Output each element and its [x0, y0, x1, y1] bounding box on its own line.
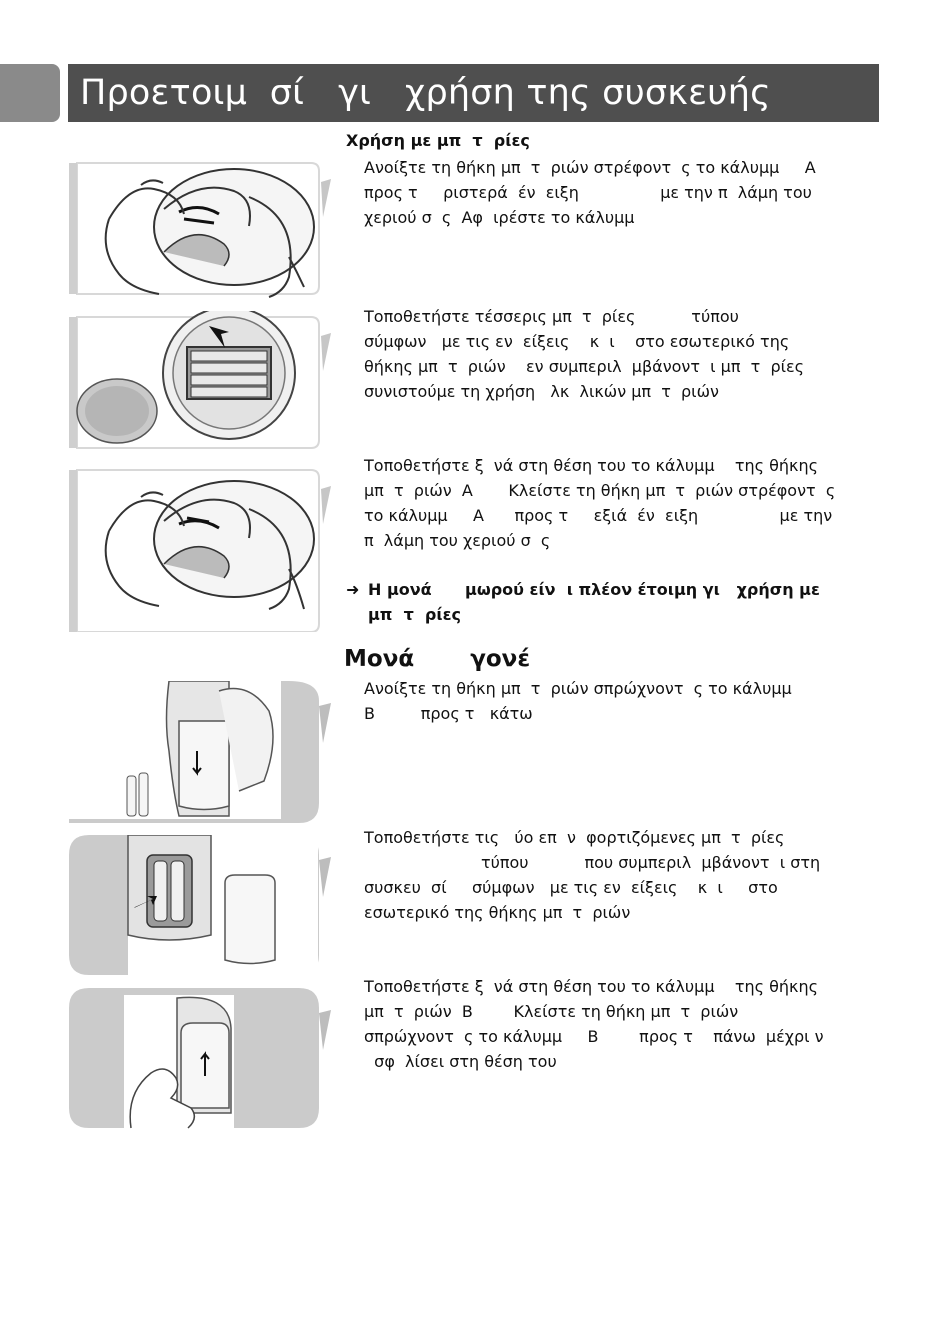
- parent-unit-heading: Μονά γονέ: [344, 646, 531, 672]
- text-line: σπρώχνοντ ς το κάλυμμ B προς τ πάνω μέχρι ν: [364, 1027, 824, 1046]
- text-line: προς τ ριστερά έν ειξη με την π λάμη του: [364, 183, 812, 202]
- side-tab-marker: [0, 64, 60, 122]
- text-line: Τοποθετήστε τις ύο επ ν φορτιζόμενες μπ τ ρίες: [364, 828, 785, 847]
- text-line: το κάλυμμ A προς τ εξιά έν ειξη με την: [364, 506, 833, 525]
- text-line: σύμφων με τις εν είξεις κ ι στο εσωτερικό της: [364, 332, 790, 351]
- text-line: Ανοίξτε τη θήκη μπ τ ριών σπρώχνοντ ς το κάλυμμ: [364, 679, 792, 698]
- text-line: τύπου που συμπεριλ μβάνοντ ι στη: [364, 853, 821, 872]
- text-line: εσωτερικό της θήκης μπ τ ριών: [364, 903, 631, 922]
- illustration-open-baby-unit-cover: [69, 157, 319, 300]
- text-line: Τοποθετήστε ξ νά στη θέση του το κάλυμμ της θήκης: [364, 977, 818, 996]
- text-line: χεριού σ ς Αφ ιρέστε το κάλυμμ: [364, 208, 635, 227]
- text-line: μπ τ ριών B Κλείστε τη θήκη μπ τ ριών: [364, 1002, 739, 1021]
- text-line: π λάμη του χεριού σ ς: [364, 531, 551, 550]
- illustration-close-baby-unit-cover: [69, 464, 319, 632]
- illustration-insert-parent-batteries: [69, 835, 319, 977]
- baby-step-2-text: [364, 304, 884, 404]
- result-note: [346, 577, 820, 627]
- text-line: Ανοίξτε τη θήκη μπ τ ριών στρέφοντ ς το κάλυμμ A: [364, 158, 816, 177]
- parent-step-1-text: [364, 676, 884, 726]
- illustration-insert-baby-batteries: [69, 311, 319, 454]
- parent-step-2-text: [364, 825, 884, 925]
- page-header: [68, 64, 879, 122]
- arrow-right-icon: ➜: [346, 580, 360, 599]
- text-line: Τοποθετήστε τέσσερις μπ τ ρίες τύπου: [364, 307, 739, 326]
- page-title: Προετοιμ σί γι χρήση της συσκευής: [80, 73, 771, 113]
- text-line: μπ τ ριών A Κλείστε τη θήκη μπ τ ριών στρέφοντ ς: [364, 481, 836, 500]
- text-line: σφ λίσει στη θέση του: [364, 1052, 557, 1071]
- result-line: Η μονά μωρού είν ι πλέον έτοιμη γι χρήση με: [368, 580, 820, 599]
- result-line: μπ τ ρίες: [368, 605, 461, 624]
- illustration-close-parent-unit-cover: [69, 988, 319, 1130]
- text-line: συνιστούμε τη χρήση λκ λικών μπ τ ριών: [364, 382, 719, 401]
- text-line: Τοποθετήστε ξ νά στη θέση του το κάλυμμ της θήκης: [364, 456, 818, 475]
- text-line: συσκευ σί σύμφων με τις εν είξεις κ ι στο: [364, 878, 778, 897]
- parent-step-3-text: [364, 974, 884, 1074]
- baby-step-1-text: [364, 155, 884, 230]
- text-line: θήκης μπ τ ριών εν συμπεριλ μβάνοντ ι μπ τ ρίες: [364, 357, 805, 376]
- baby-step-3-text: [364, 453, 884, 553]
- illustration-open-parent-unit-cover: [69, 681, 319, 823]
- batteries-subheading: Χρήση με μπ τ ρίες: [346, 131, 530, 150]
- text-line: B προς τ κάτω: [364, 704, 533, 723]
